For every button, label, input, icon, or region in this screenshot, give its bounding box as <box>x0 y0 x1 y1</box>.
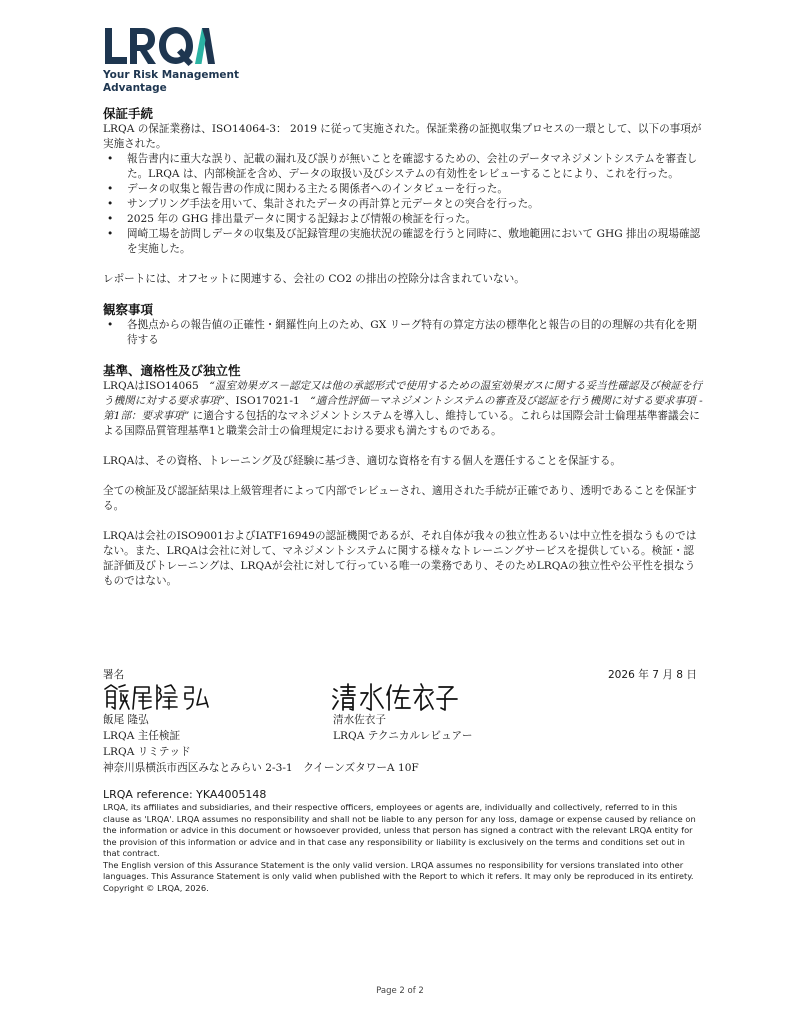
signer-2-name: 清水佐衣子 <box>333 714 386 726</box>
list-item: • データの収集と報告書の作成に関わる主たる関係者へのインタビューを行った。 <box>127 182 703 197</box>
assurance-bullets <box>103 152 703 257</box>
standards-paragraph-1 <box>103 379 703 439</box>
signer-1-company: LRQA リミテッド <box>103 746 191 758</box>
signer-1-details <box>103 712 191 760</box>
assurance-heading: 保証手続 <box>103 106 154 121</box>
signature-date: 2026 年 7 月 8 日 <box>607 669 697 681</box>
text-run: LRQAはISO14065 <box>103 380 210 392</box>
list-item: • 2025 年の GHG 排出量データに関する記録および情報の検証を行った。 <box>127 212 703 227</box>
signature-block <box>103 667 703 777</box>
offset-note: レポートには、オフセットに関連する、会社の CO2 の排出の控除分は含まれていない。 <box>103 273 525 285</box>
signer-1-title: LRQA 主任検証 <box>103 730 181 742</box>
english-version-notice: The English version of this Assurance Statement is the only valid version. LRQA assumes no responsibility for versions translated into other languages. This Assurance Statement is only valid when published with the Report to which it refers. It may only be reproduced in its entirety. <box>103 859 694 881</box>
signer-2-title: LRQA テクニカルレビュアー <box>333 730 473 742</box>
copyright: Copyright © LRQA, 2026. <box>103 882 209 893</box>
observations-heading: 観察事項 <box>103 302 154 317</box>
list-item: • サンプリング手法を用いて、集計されたデータの再計算と元データとの突合を行った。 <box>127 197 703 212</box>
iso17021-title: “適合性評価－マネジメントシステムの審査及び認証を行う機関に対する要求事項 - 第1部：要求事項” <box>103 395 703 422</box>
text-run: に適合する包括的なマネジメントシステムを導入し、維持している。これらは国際会計士倫理基準審議会による国際品質管理基準1と職業会計士の倫理規定における要求も満たすものである。 <box>103 410 700 437</box>
page-number: Page 2 of 2 <box>376 986 424 996</box>
brand-tagline <box>103 69 239 95</box>
signer-2-details <box>333 712 472 744</box>
standards-paragraph-4: LRQAは会社のISO9001およびIATF16949の認証機関であるが、それ自体が我々の独立性あるいは中立性を損なうものではない。また、LRQAは会社に対して、マネジメントシステムに関する様々なトレーニングサービスを提供している。検証・認証評価及びトレーニングは、LRQAが会社に対して行っている唯一の業務であり、そのためLRQAの独立性や公平性を損なうものではない。 <box>103 530 697 587</box>
company-address: 神奈川県横浜市西区みなとみらい 2-3-1 クイーンズタワーA 10F <box>103 762 419 774</box>
assurance-intro: LRQA の保証業務は、ISO14064-3： 2019 に従って実施された。保証業務の証拠収集プロセスの一環として、以下の事項が実施された。 <box>103 123 702 150</box>
standards-heading: 基準、適格性及び独立性 <box>103 363 241 378</box>
list-item: • 各拠点からの報告値の正確性・網羅性向上のため、GX リーグ特有の算定方法の標準化と報告の目的の理解の共有化を期待する <box>127 318 703 348</box>
lrqa-logo <box>103 26 215 66</box>
signer-1-name: 飯尾 隆弘 <box>103 714 149 726</box>
text-run: 、ISO17021-1 <box>224 395 311 407</box>
standards-paragraph-2: LRQAは、その資格、トレーニング及び経験に基づき、適切な資格を有する個人を選任することを保証する。 <box>103 455 622 467</box>
list-item: • 岡崎工場を訪問しデータの収集及び記録管理の実施状況の確認を行うと同時に、敷地範囲において GHG 排出の現場確認を実施した。 <box>127 227 703 257</box>
observations-bullets <box>103 318 703 348</box>
lrqa-reference: LRQA reference: YKA4005148 <box>103 788 267 801</box>
footer-fine-print <box>103 787 699 894</box>
tagline-line-2: Advantage <box>103 82 167 94</box>
statement-body <box>103 106 703 589</box>
signature-label: 署名 <box>103 669 125 681</box>
lrqa-logo-mark <box>103 26 215 66</box>
tagline-line-1: Your Risk Management <box>103 69 240 81</box>
liability-disclaimer: LRQA, its affiliates and subsidiaries, and their respective officers, employees or agents are, individually and collectively, referred to in this clause as 'LRQA'. LRQA assumes no responsibility and shall not be liable to any person for any loss, damage or expense caused by reliance on the information or advice in this document or howsoever provided, unless that person has signed a contract with the relevant LRQA entity for the provision of this information or advice and in that case any responsibility or liability is exclusively on the terms and conditions set out in that contract. <box>103 802 696 858</box>
list-item: • 報告書内に重大な誤り、記載の漏れ及び誤りが無いことを確認するための、会社のデータマネジメントシステムを審査した。LRQA は、内部検証を含め、データの取扱い及びシステムの有効性をレビューすることにより、これを行った。 <box>127 152 703 182</box>
standards-paragraph-3: 全ての検証及び認証結果は上級管理者によって内部でレビューされ、適用された手続が正確であり、透明であることを保証する。 <box>103 485 697 512</box>
handwritten-signature-1 <box>101 681 221 713</box>
iso14065-title: “温室効果ガス－認定又は他の承認形式で使用するための温室効果ガスに関する妥当性確認及び検証を行う機関に対する要求事項” <box>103 380 703 407</box>
handwritten-signature-2 <box>331 681 461 713</box>
